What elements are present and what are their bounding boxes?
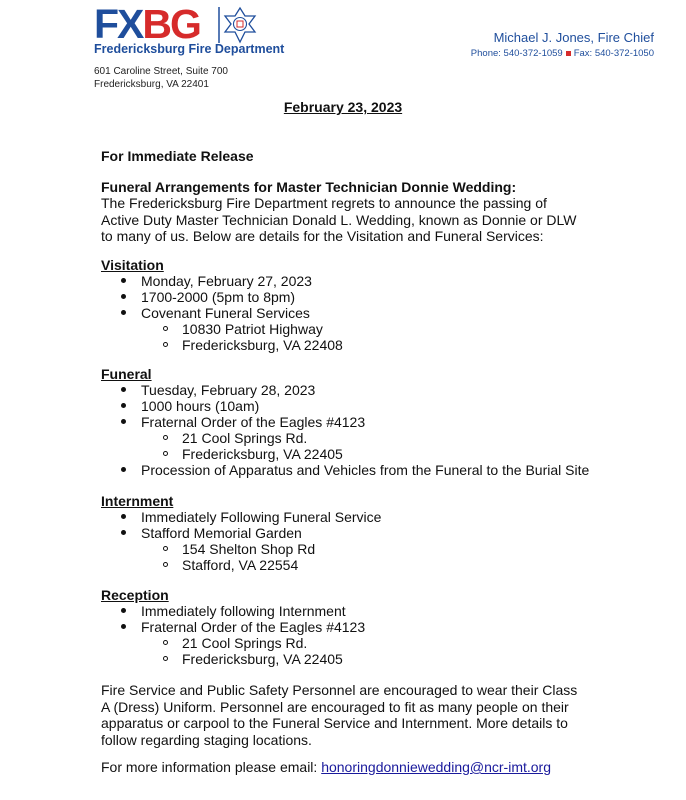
list-item: 1700-2000 (5pm to 8pm) bbox=[141, 289, 296, 305]
sub-bullet-icon bbox=[163, 435, 168, 440]
address-line-2: Fredericksburg, VA 22401 bbox=[94, 79, 209, 90]
bullet-icon bbox=[121, 403, 126, 408]
sub-bullet-icon bbox=[163, 451, 168, 456]
list-item: Covenant Funeral Services bbox=[141, 305, 310, 321]
contact-prefix: For more information please email: bbox=[101, 759, 322, 775]
sub-bullet-icon bbox=[163, 562, 168, 567]
list-item: Tuesday, February 28, 2023 bbox=[141, 382, 316, 398]
fax-number: Fax: 540-372-1050 bbox=[573, 48, 654, 59]
sub-bullet-icon bbox=[163, 656, 168, 661]
list-item: Fredericksburg, VA 22408 bbox=[182, 337, 343, 353]
bullet-icon bbox=[121, 530, 126, 535]
bullet-icon bbox=[121, 419, 126, 424]
bullet-icon bbox=[121, 624, 126, 629]
separator-square-icon bbox=[566, 51, 571, 56]
list-item: Procession of Apparatus and Vehicles from the Funeral to the Burial Site bbox=[141, 462, 590, 478]
bullet-icon bbox=[121, 608, 126, 613]
list-item: Fredericksburg, VA 22405 bbox=[182, 446, 343, 462]
fire-department-seal-icon bbox=[218, 5, 262, 45]
list-item: Fraternal Order of the Eagles #4123 bbox=[141, 619, 366, 635]
sub-bullet-icon bbox=[163, 342, 168, 347]
reception-heading: Reception bbox=[101, 587, 169, 603]
list-item: 154 Shelton Shop Rd bbox=[182, 541, 316, 557]
bullet-icon bbox=[121, 514, 126, 519]
list-item: Stafford Memorial Garden bbox=[141, 525, 302, 541]
contact-line bbox=[101, 759, 551, 776]
list-item: 21 Cool Springs Rd. bbox=[182, 430, 308, 446]
list-item: 10830 Patriot Highway bbox=[182, 321, 323, 337]
contact-email-link[interactable]: honoringdonniewedding@ncr-imt.org bbox=[321, 759, 551, 775]
bullet-icon bbox=[121, 387, 126, 392]
internment-heading: Internment bbox=[101, 493, 174, 509]
address-line-1: 601 Caroline Street, Suite 700 bbox=[94, 66, 228, 77]
headline: Funeral Arrangements for Master Technician Donnie Wedding: bbox=[101, 179, 517, 195]
list-item: 21 Cool Springs Rd. bbox=[182, 635, 308, 651]
bullet-icon bbox=[121, 310, 126, 315]
release-date: February 23, 2023 bbox=[283, 99, 403, 115]
list-item: Fredericksburg, VA 22405 bbox=[182, 651, 343, 667]
closing-paragraph: Fire Service and Public Safety Personnel are encouraged to wear their Class A (Dress) Uniform. Personnel are encouraged to fit as many people on their apparatus or carpool to the Funeral Service and Internment. More details to follow regarding staging locations. bbox=[101, 682, 578, 748]
list-item: 1000 hours (10am) bbox=[141, 398, 260, 414]
sub-bullet-icon bbox=[163, 326, 168, 331]
phone-number: Phone: 540-372-1059 bbox=[470, 48, 563, 59]
funeral-heading: Funeral bbox=[101, 366, 152, 382]
list-item: Stafford, VA 22554 bbox=[182, 557, 299, 573]
list-item: Immediately Following Funeral Service bbox=[141, 509, 382, 525]
department-name: Fredericksburg Fire Department bbox=[94, 42, 285, 56]
list-item: Fraternal Order of the Eagles #4123 bbox=[141, 414, 366, 430]
list-item: Monday, February 27, 2023 bbox=[141, 273, 312, 289]
bullet-icon bbox=[121, 467, 126, 472]
bullet-icon bbox=[121, 294, 126, 299]
bullet-icon bbox=[121, 278, 126, 283]
fire-chief-name: Michael J. Jones, Fire Chief bbox=[493, 30, 654, 45]
list-item: Immediately following Internment bbox=[141, 603, 346, 619]
intro-paragraph: The Fredericksburg Fire Department regrets to announce the passing of Active Duty Master Technician Donald L. Wedding, known as Donnie or DLW to many of us. Below are details for the Visitation and Funeral Services: bbox=[101, 195, 577, 244]
sub-bullet-icon bbox=[163, 640, 168, 645]
department-logo: FXBG bbox=[94, 1, 200, 47]
chief-contact-line bbox=[471, 48, 654, 59]
visitation-heading: Visitation bbox=[101, 257, 164, 273]
sub-bullet-icon bbox=[163, 546, 168, 551]
release-label: For Immediate Release bbox=[101, 148, 254, 164]
